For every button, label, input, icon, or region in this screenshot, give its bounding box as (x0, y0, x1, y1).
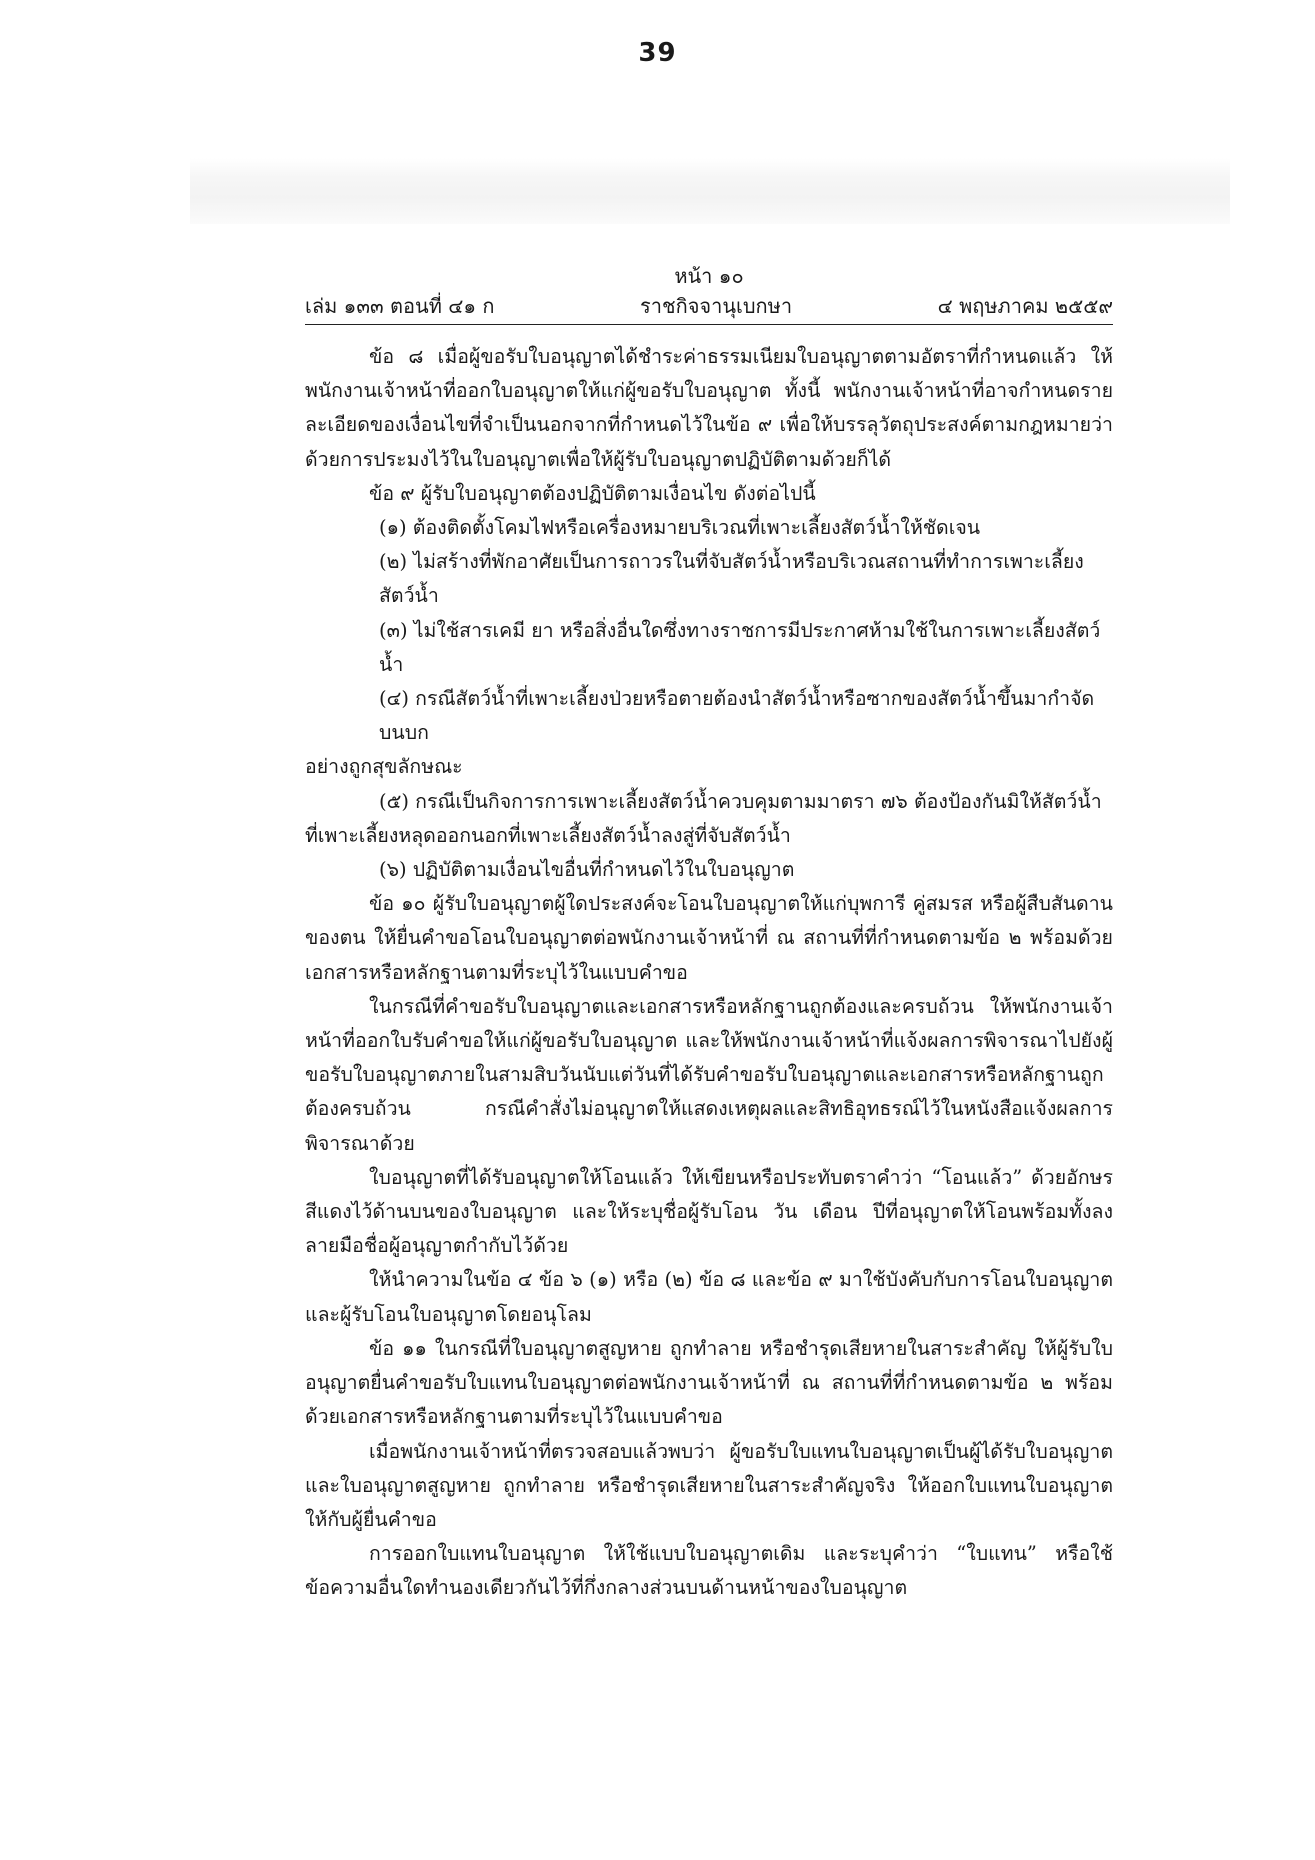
condition-5-continued: ที่เพาะเลี้ยงหลุดออกนอกที่เพาะเลี้ยงสัตว์น้ำลงสู่ที่จับสัตว์น้ำ (305, 823, 791, 847)
clause-10-apply: ให้นำความในข้อ ๔ ข้อ ๖ (๑) หรือ (๒) ข้อ ๘ และข้อ ๙ มาใช้บังคับกับการโอนใบอนุญาตและผู้รับโอนใบอนุญาตโดยอนุโลม (305, 1268, 1113, 1326)
header-publication: ราชกิจจานุเบกษา (640, 294, 793, 318)
clause-10-review: ในกรณีที่คำขอรับใบอนุญาตและเอกสารหรือหลักฐานถูกต้องและครบถ้วน ให้พนักงานเจ้าหน้าที่ออกใบรับคำขอให้แก่ผู้ขอรับใบอนุญาต และให้พนักงานเจ้าหน้าที่แจ้งผลการพิจารณาไปยังผู้ขอรับใบอนุญาตภายในสามสิบวันนับแต่วันที่ได้รับคำขอรับใบอนุญาตและเอกสารหรือหลักฐานถูกต้องครบถ้วน กรณีคำสั่งไม่อนุญาตให้แสดงเหตุผลและสิทธิอุทธรณ์ไว้ในหนังสือแจ้งผลการพิจารณาด้วย (305, 994, 1113, 1155)
gazette-header (305, 262, 1113, 325)
scan-artifact-band (190, 158, 1230, 224)
condition-5: (๕) กรณีเป็นกิจการการเพาะเลี้ยงสัตว์น้ำควบคุมตามมาตรา ๗๖ ต้องป้องกันมิให้สัตว์น้ำ (379, 789, 1102, 813)
clause-11-issue: การออกใบแทนใบอนุญาต ให้ใช้แบบใบอนุญาตเดิม และระบุคำว่า “ใบแทน” หรือใช้ข้อความอื่นใดทำนองเดียวกันไว้ที่กึ่งกลางส่วนบนด้านหน้าของใบอนุญาต (305, 1542, 1113, 1600)
header-date: ๔ พฤษภาคม ๒๕๕๙ (937, 294, 1113, 318)
header-divider (305, 324, 1113, 325)
header-volume: เล่ม ๑๓๓ ตอนที่ ๔๑ ก (305, 294, 495, 318)
condition-4-continued: อย่างถูกสุขลักษณะ (305, 755, 463, 779)
condition-4: (๔) กรณีสัตว์น้ำที่เพาะเลี้ยงป่วยหรือตายต้องนำสัตว์น้ำหรือซากของสัตว์น้ำขึ้นมากำจัดบนบก (379, 687, 1095, 745)
clause-10: ข้อ ๑๐ ผู้รับใบอนุญาตผู้ใดประสงค์จะโอนใบอนุญาตให้แก่บุพการี คู่สมรส หรือผู้สืบสันดานของตน ให้ยื่นคำขอโอนใบอนุญาตต่อพนักงานเจ้าหน้าที่ ณ สถานที่ที่กำหนดตามข้อ ๒ พร้อมด้วยเอกสารหรือหลักฐานตามที่ระบุไว้ในแบบคำขอ (305, 892, 1113, 984)
header-page-label: หน้า ๑๐ (674, 264, 744, 288)
clause-9: ข้อ ๙ ผู้รับใบอนุญาตต้องปฏิบัติตามเงื่อนไข ดังต่อไปนี้ (369, 481, 816, 505)
condition-6: (๖) ปฏิบัติตามเงื่อนไขอื่นที่กำหนดไว้ในใบอนุญาต (379, 858, 795, 882)
clause-10-stamp: ใบอนุญาตที่ได้รับอนุญาตให้โอนแล้ว ให้เขียนหรือประทับตราคำว่า “โอนแล้ว” ด้วยอักษรสีแดงไว้ด้านบนของใบอนุญาต และให้ระบุชื่อผู้รับโอน วัน เดือน ปีที่อนุญาตให้โอนพร้อมทั้งลงลายมือชื่อผู้อนุญาตกำกับไว้ด้วย (305, 1165, 1113, 1258)
clause-11: ข้อ ๑๑ ในกรณีที่ใบอนุญาตสูญหาย ถูกทำลาย หรือชำรุดเสียหายในสาระสำคัญ ให้ผู้รับใบอนุญาตยื่นคำขอรับใบแทนใบอนุญาตต่อพนักงานเจ้าหน้าที่ ณ สถานที่ที่กำหนดตามข้อ ๒ พร้อมด้วยเอกสารหรือหลักฐานตามที่ระบุไว้ในแบบคำขอ (305, 1336, 1113, 1429)
condition-3: (๓) ไม่ใช้สารเคมี ยา หรือสิ่งอื่นใดซึ่งทางราชการมีประกาศห้ามใช้ในการเพาะเลี้ยงสัตว์น้ำ (379, 618, 1101, 676)
condition-1: (๑) ต้องติดตั้งโคมไฟหรือเครื่องหมายบริเวณที่เพาะเลี้ยงสัตว์น้ำให้ชัดเจน (379, 516, 981, 540)
condition-2: (๒) ไม่สร้างที่พักอาศัยเป็นการถาวรในที่จับสัตว์น้ำหรือบริเวณสถานที่ทำการเพาะเลี้ยงสัตว์น้ำ (379, 550, 1084, 608)
page-number: 39 (638, 38, 677, 68)
document-body (305, 340, 1113, 1606)
header-row (305, 290, 1113, 322)
clause-8: ข้อ ๘ เมื่อผู้ขอรับใบอนุญาตได้ชำระค่าธรรมเนียมใบอนุญาตตามอัตราที่กำหนดแล้ว ให้พนักงานเจ้าหน้าที่ออกใบอนุญาตให้แก่ผู้ขอรับใบอนุญาต ทั้งนี้ พนักงานเจ้าหน้าที่อาจกำหนดรายละเอียดของเงื่อนไขที่จำเป็นนอกจากที่กำหนดไว้ในข้อ ๙ เพื่อให้บรรลุวัตถุประสงค์ตามกฎหมายว่าด้วยการประมงไว้ในใบอนุญาตเพื่อให้ผู้รับใบอนุญาตปฏิบัติตามด้วยก็ได้ (305, 345, 1113, 471)
clause-11-verify: เมื่อพนักงานเจ้าหน้าที่ตรวจสอบแล้วพบว่า ผู้ขอรับใบแทนใบอนุญาตเป็นผู้ได้รับใบอนุญาตและใบอนุญาตสูญหาย ถูกทำลาย หรือชำรุดเสียหายในสาระสำคัญจริง ให้ออกใบแทนใบอนุญาตให้กับผู้ยื่นคำขอ (305, 1439, 1113, 1531)
